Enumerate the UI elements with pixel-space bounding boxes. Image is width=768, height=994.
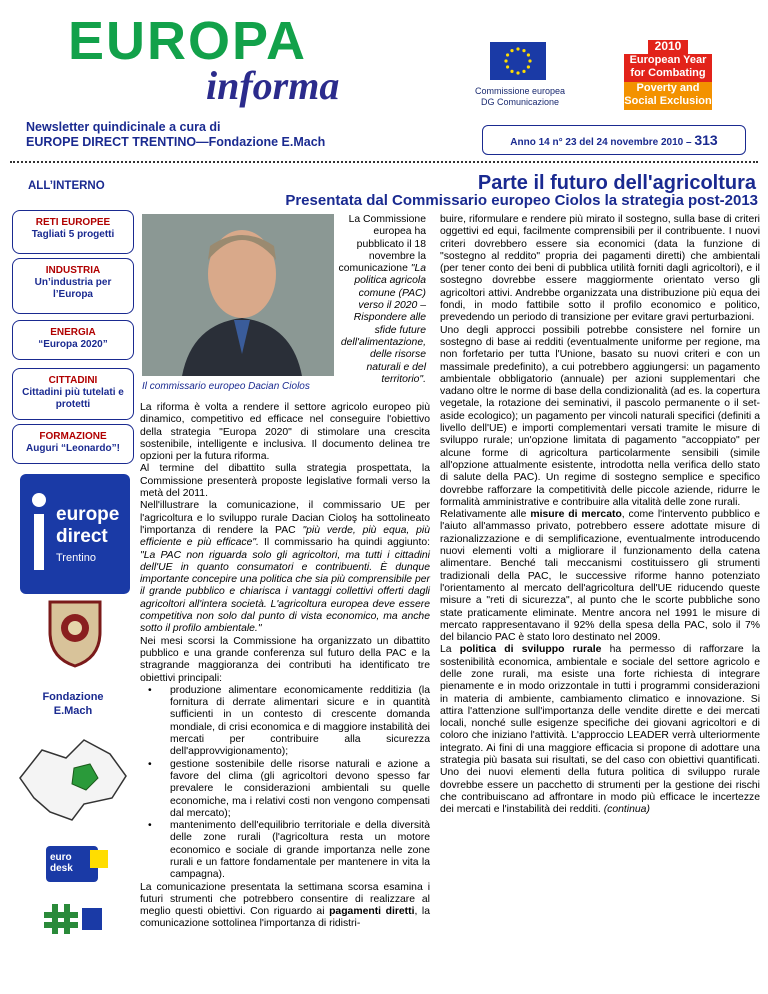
article-body-right <box>440 214 760 817</box>
list-item: • produzione alimentare economicamente redditizia (la fornitura di derrate alimentari sicure e in quantità sufficienti in un contesto di crescente domanda mondiale, di crisi economica e di maggiore instabilità dei mercati per contribuire alla sicurezza dell'approvvigionamento); <box>170 685 430 759</box>
sidebar-heading: ALL’INTERNO <box>28 180 105 192</box>
article-subheadline: Presentata dal Commissario europeo Ciolos la strategia post-2013 <box>285 192 758 209</box>
article-body-left <box>140 402 430 931</box>
informa-logo: informa <box>206 63 340 108</box>
sidebar-box-industria[interactable]: INDUSTRIA Un’industria per l’Europa <box>12 258 134 314</box>
eu-flag-icon <box>490 42 546 80</box>
europe-direct-logo: europe direct Trentino <box>20 474 130 594</box>
paragraph: La riforma è volta a rendere il settore agricolo europeo più dinamico, competitivo ed efficace nel conseguire l'obiettivo della strategia "Europa 2020" di stimolare una crescita sostenibile, intelligente e inclusiva. Il documento delinea tre opzioni per la futura riforma. <box>140 402 430 463</box>
ue-logo-icon <box>38 898 108 942</box>
list-item: • gestione sostenibile delle risorse naturali e azione a favore del clima (gli agricoltori devono spesso far prevalere le considerazioni ambientali su quelle economiche, ma i relativi costi non vengono compensati dal mercato); <box>170 759 430 820</box>
paragraph: Uno degli approcci possibili potrebbe consistere nel fornire un sostegno di base ai redditi (eventualmente uniforme per regione, ma non forfetario per tutta l'Unione, basato su nuovi criteri e con un massimale predefinito), a cui potrebbero aggiungersi: un pagamento ambientale obbligatorio (annuale) per azioni supplementari che vadano oltre le norme di base della condizionalità (ad es. la copertura vegetale, la rotazione dei seminativi, il pascolo permanente o il set-aside ecologico); un pagamento per vincoli naturali specifici (definiti a livello dell'UE) e importi complementari versati tramite le misure di sviluppo rurale; un'opzione limitata di pagamento "accoppiato" per alcune forme di agricoltura particolarmente sensibili (simile all'opzione attualmente esistente, introdotta nella verifica dello stato di salute della PAC). Un regime di sostegno semplice e specifico dovrebbe rafforzare la competitività delle piccole aziende, ridurre le formalità amministrative e contribuire alla vitalità delle zone rurali. <box>440 324 760 508</box>
paragraph: Al termine del dibattito sulla strategia prospettata, la Commissione presenterà proposte legislative formali verso la metà del 2011. <box>140 463 430 500</box>
fondazione-mach-label: Fondazione E.Mach <box>42 691 104 717</box>
paragraph: Nell'illustrare la comunicazione, il commissario UE per l'agricoltura e lo sviluppo rurale Dacian Cioloş ha sottolineato l'importanza di rendere la PAC "più verde, più equa, più efficiente e più efficace". Il commissario ha quindi aggiunto: "La PAC non riguarda solo gli agricoltori, ma tutti i cittadini dell'UE in quanto consumatori e contribuenti. È dunque importante concepire una politica che sia più comprensibile per il grande pubblico e chiarisca i vantaggi collettivi offerti dagli agricoltori all'intera società. L'agricoltura europea deve essere competitiva non solo dal punto di vista economico, ma anche sotto il profilo ambientale." <box>140 500 430 635</box>
issue-info: Anno 14 n° 23 del 24 novembre 2010 – 313 <box>482 125 746 155</box>
sidebar-box-cittadini[interactable]: CITTADINI Cittadini più tutelati e protetti <box>12 368 134 420</box>
paragraph: buire, riformulare e rendere più mirato il sostegno, sulla base di criteri oggettivi ed equi, facilmente comprensibili per il contribuente. I nuovi criteri dovrebbero essere sia economici (data la funzione di "sostegno al reddito" propria dei pagamenti diretti) che ambientali (per tener conto dei beni di pubblica utilità forniti dagli agricoltori), e il sostegno dovrebbe essere maggiormente orientato verso gli agricoltori attivi. Andrebbe organizzata una distribuzione più equa dei fondi, in modo fattibile sotto il profilo economico e politico, prevedendo un periodo di transizione per evitare gravi perturbazioni. <box>440 214 760 324</box>
sidebar-box-reti[interactable]: RETI EUROPEE Tagliati 5 progetti <box>12 210 134 254</box>
newsletter-credit: Newsletter quindicinale a cura di EUROPE DIRECT TRENTINO—Fondazione E.Mach <box>26 120 326 149</box>
paragraph: Relativamente alle misure di mercato, come l'intervento pubblico e l'aiuto all'ammasso privato, potrebbero essere adottate misure di razionalizzazione e di semplificazione, eventualmente introducendo nuovi elementi volti a migliorare il funzionamento della catena alimentare. Benché tali meccanismi costituissero gli strumenti tradizionali della PAC, le successive riforme hanno potenziato l'orientamento al mercato dell'agricoltura dell'UE riducendo queste misure a "reti di sicurezza", al punto che le scorte pubbliche sono state praticamente eliminate. Mentre ancora nel 1991 le misure di mercato rappresentavano il 92% della spesa della PAC, solo il 7% del bilancio PAC è stato loro destinato nel 2009. <box>440 509 760 644</box>
commissioner-photo <box>142 214 334 376</box>
sidebar-box-formazione[interactable]: FORMAZIONE Auguri “Leonardo”! <box>12 424 134 464</box>
photo-caption: Il commissario europeo Dacian Ciolos <box>142 381 310 392</box>
trentino-map-icon <box>14 728 134 828</box>
crest-icon <box>42 596 108 668</box>
sidebar-box-energia[interactable]: ENERGIA “Europa 2020” <box>12 320 134 360</box>
eu-caption: Commissione europea DG Comunicazione <box>474 86 566 107</box>
paragraph: Nei mesi scorsi la Commissione ha organizzato un dibattito pubblico e una grande conferenza sul futuro della PAC e la stragrande maggioranza dei contributi ha identificato tre obiettivi principali: <box>140 635 430 684</box>
article-headline: Parte il futuro dell'agricoltura <box>477 172 756 194</box>
article-intro: La Commissione europea ha pubblicato il 18 novembre la comunicazione "La politica agricola comune (PAC) verso il 2020 – Rispondere alle sfide future dell'alimentazione, delle risorse naturali e del territorio". <box>338 214 426 385</box>
europa-logo: EUROPA <box>68 11 308 71</box>
list-item: • mantenimento dell'equilibrio territoriale e della diversità delle zone rurali (l'agricoltura resta un motore economico e sociale di grande importanza nelle zone rurali e un fattore fondamentale per mantenere in vita la campagna). <box>170 820 430 881</box>
paragraph: La politica di sviluppo rurale ha permesso di rafforzare la sostenibilità economica, ambientale e sociale del settore agricolo e delle zone rurali, ma esiste una forte richiesta di integrare pienamente e in modo orizzontale in tutti i programmi considerazioni in materia di ambiente, cambiamento climatico e innovazione. Si attira l'attenzione sull'importanza delle vendite dirette e dei mercati locali, nonché sulle esigenze specifiche dei giovani agricoltori e di coloro che iniziano l'attività. L'approccio LEADER verrà ulteriormente integrato. Ai fini di una maggiore efficacia si propone di adottare una strategia più basata sui risultati, se del caso con obiettivi quantificati. Uno dei nuovi elementi della futura politica di sviluppo rurale dovrebbe essere un pacchetto di strumenti per la gestione dei rischi che contribuiscano ad affrontare in modo più efficace le incertezze dei mercati e l'instabilità dei redditi. (continua) <box>440 644 760 816</box>
european-year-logo: 2010 European Year for Combating Poverty and Social Exclusion <box>624 40 712 110</box>
eurodesk-logo: euro desk <box>36 842 116 886</box>
paragraph: La comunicazione presentata la settimana scorsa esamina i futuri strumenti che potrebbero consentire di realizzare al meglio questi obiettivi. Con riguardo ai pagamenti diretti, la comunicazione sottolinea l'importanza di ridistri- <box>140 881 430 930</box>
divider <box>10 161 758 163</box>
